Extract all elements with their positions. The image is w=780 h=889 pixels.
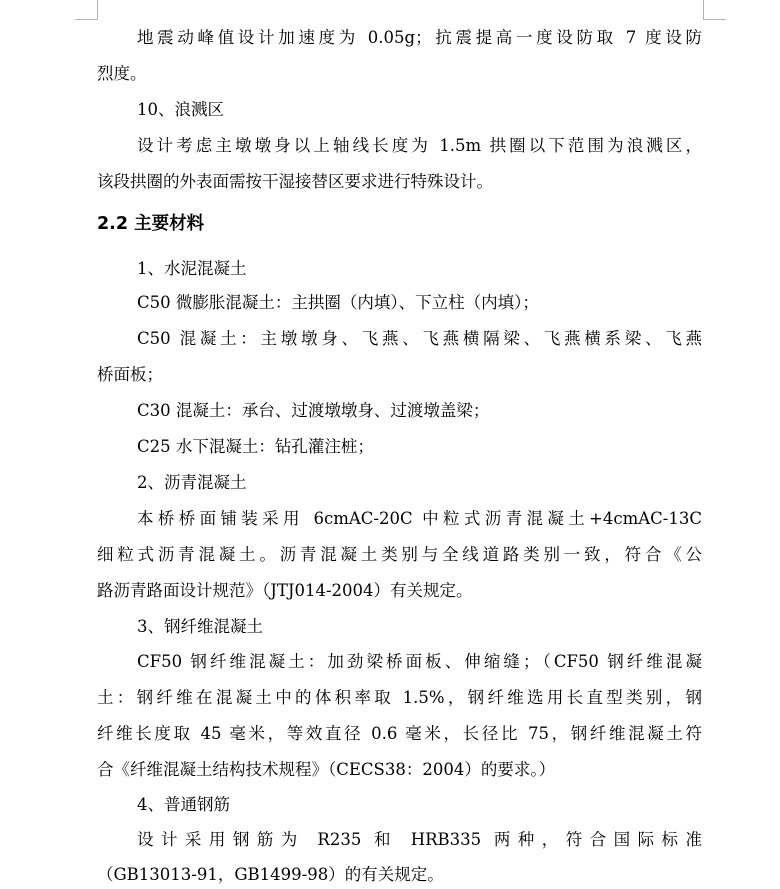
paragraph-steel-fiber-line-2: 土：钢纤维在混凝土中的体积率取 1.5%，钢纤维选用长直型类别，钢 (97, 688, 702, 707)
paragraph-splash-line-2: 该段拱圈的外表面需按干湿接替区要求进行特殊设计。 (97, 172, 493, 191)
crop-mark-right-vertical (703, 0, 704, 20)
paragraph-steel-fiber-line-1: CF50 钢纤维混凝土：加劲梁桥面板、伸缩缝；（CF50 钢纤维混凝 (137, 652, 702, 671)
list-heading-cement-concrete: 1、水泥混凝土 (137, 259, 247, 278)
list-heading-ordinary-rebar: 4、普通钢筋 (137, 795, 230, 814)
paragraph-asphalt-line-2: 细粒式沥青混凝土。沥青混凝土类别与全线道路类别一致，符合《公 (97, 545, 702, 564)
paragraph-asphalt-line-1: 本桥桥面铺装采用 6cmAC-20C 中粒式沥青混凝土+4cmAC-13C (137, 509, 702, 528)
paragraph-seismic-line-1: 地震动峰值设计加速度为 0.05g；抗震提高一度设防取 7 度设防 (137, 28, 702, 47)
list-heading-steel-fiber-concrete: 3、钢纤维混凝土 (137, 617, 263, 636)
paragraph-c50-line-2: 桥面板； (97, 365, 163, 384)
paragraph-splash-line-1: 设计考虑主墩墩身以上轴线长度为 1.5m 拱圈以下范围为浪溅区， (137, 136, 702, 155)
paragraph-c25: C25 水下混凝土：钻孔灌注桩； (137, 437, 374, 456)
paragraph-steel-fiber-line-3: 纤维长度取 45 毫米，等效直径 0.6 毫米，长径比 75，钢纤维混凝土符 (97, 724, 702, 743)
crop-mark-left-vertical (97, 0, 98, 20)
section-heading-main-materials: 2.2 主要材料 (97, 214, 205, 234)
paragraph-rebar-line-2: （GB13013-91，GB1499-98）的有关规定。 (97, 865, 444, 884)
crop-mark-right-horizontal (703, 19, 726, 20)
paragraph-c30: C30 混凝土：承台、过渡墩墩身、过渡墩盖梁； (137, 401, 490, 420)
paragraph-rebar-line-1: 设计采用钢筋为 R235 和 HRB335 两种，符合国际标准 (137, 830, 702, 849)
list-heading-asphalt-concrete: 2、沥青混凝土 (137, 473, 247, 492)
paragraph-asphalt-line-3: 路沥青路面设计规范》（JTJ014-2004）有关规定。 (97, 581, 473, 600)
list-heading-splash-zone: 10、浪溅区 (137, 100, 224, 119)
paragraph-seismic-line-2: 烈度。 (97, 64, 147, 83)
paragraph-c50-line-1: C50 混凝土：主墩墩身、飞燕、飞燕横隔梁、飞燕横系梁、飞燕 (137, 329, 702, 348)
crop-mark-left-horizontal (75, 19, 98, 20)
paragraph-c50-expansive: C50 微膨胀混凝土：主拱圈（内填）、下立柱（内填）； (137, 293, 539, 312)
paragraph-steel-fiber-line-4: 合《纤维混凝土结构技术规程》（CECS38：2004）的要求。） (97, 760, 556, 779)
